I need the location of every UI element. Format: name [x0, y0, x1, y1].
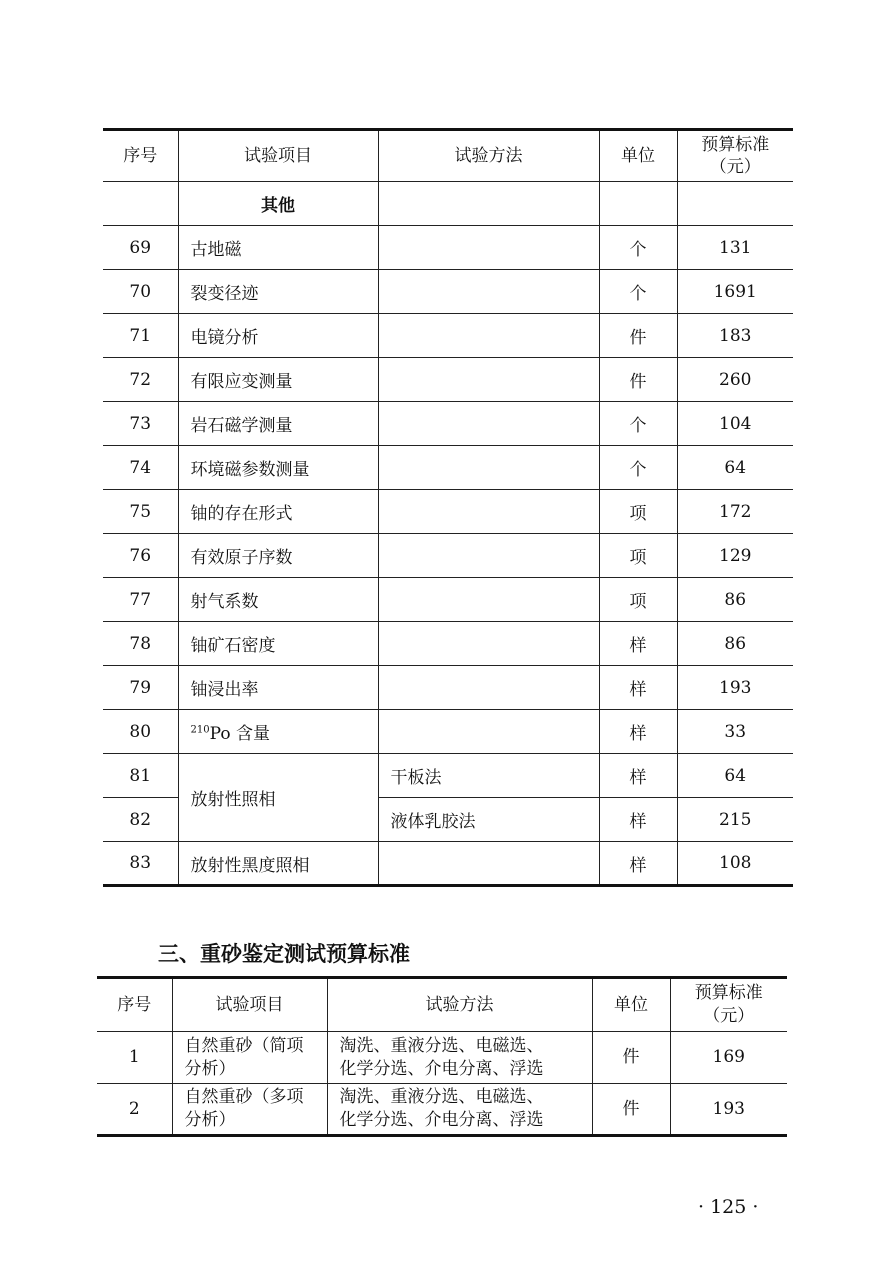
table-row — [97, 1032, 787, 1084]
row-num: 74 — [103, 446, 178, 490]
category-label: 其他 — [178, 182, 378, 226]
header-method: 试验方法 — [327, 978, 592, 1032]
row-item-merged: 放射性照相 — [178, 754, 378, 842]
row-price: 169 — [670, 1032, 787, 1084]
header-price-line1: 预算标准 — [701, 135, 770, 155]
header-unit: 单位 — [599, 130, 677, 182]
row-num: 75 — [103, 490, 178, 534]
row-method — [327, 1084, 592, 1136]
row-num: 77 — [103, 578, 178, 622]
row-method — [378, 490, 599, 534]
row-item: 铀矿石密度 — [178, 622, 378, 666]
row-num: 70 — [103, 270, 178, 314]
table-row — [103, 666, 793, 710]
row-method: 干板法 — [378, 754, 599, 798]
row-unit: 个 — [599, 446, 677, 490]
row-method: 液体乳胶法 — [378, 798, 599, 842]
row-unit: 样 — [599, 666, 677, 710]
row-method — [378, 226, 599, 270]
test-budget-table — [103, 128, 793, 887]
row-item: 放射性黑度照相 — [178, 842, 378, 886]
row-price: 131 — [677, 226, 793, 270]
table-row — [103, 534, 793, 578]
row-price: 183 — [677, 314, 793, 358]
header-price-line2: （元） — [709, 157, 761, 177]
row-unit: 个 — [599, 226, 677, 270]
row-method — [378, 578, 599, 622]
heavy-mineral-budget-table — [97, 976, 787, 1137]
header-item: 试验项目 — [178, 130, 378, 182]
row-unit: 样 — [599, 622, 677, 666]
header-price-line1: 预算标准 — [694, 983, 763, 1003]
row-method — [378, 358, 599, 402]
row-num: 78 — [103, 622, 178, 666]
row-price: 86 — [677, 578, 793, 622]
row-item: 铀的存在形式 — [178, 490, 378, 534]
row-num: 83 — [103, 842, 178, 886]
row-item: 有限应变测量 — [178, 358, 378, 402]
table-row — [103, 314, 793, 358]
section-title: 三、重砂鉴定测试预算标准 — [158, 942, 410, 966]
row-price: 64 — [677, 446, 793, 490]
row-num: 2 — [97, 1084, 172, 1136]
header-num: 序号 — [103, 130, 178, 182]
table-row — [103, 358, 793, 402]
row-price: 193 — [677, 666, 793, 710]
row-num: 73 — [103, 402, 178, 446]
row-method — [327, 1032, 592, 1084]
row-item: 有效原子序数 — [178, 534, 378, 578]
row-unit: 样 — [599, 798, 677, 842]
row-price: 108 — [677, 842, 793, 886]
header-num: 序号 — [97, 978, 172, 1032]
table-header-row — [97, 978, 787, 1032]
row-item: 电镜分析 — [178, 314, 378, 358]
row-item-line1: 自然重砂（多项 — [184, 1087, 304, 1107]
table-row — [103, 578, 793, 622]
row-method — [378, 842, 599, 886]
row-price: 64 — [677, 754, 793, 798]
row-method-line2: 化学分选、介电分离、浮选 — [339, 1058, 544, 1079]
table-row — [103, 446, 793, 490]
table-header-row — [103, 130, 793, 182]
header-method: 试验方法 — [378, 130, 599, 182]
row-unit: 件 — [599, 358, 677, 402]
row-unit: 件 — [599, 314, 677, 358]
row-item — [172, 1032, 327, 1084]
row-price: 172 — [677, 490, 793, 534]
row-item: 古地磁 — [178, 226, 378, 270]
row-num: 82 — [103, 798, 178, 842]
row-unit: 项 — [599, 578, 677, 622]
row-method-line2: 化学分选、介电分离、浮选 — [339, 1110, 544, 1130]
header-price — [677, 130, 793, 182]
row-item — [172, 1084, 327, 1136]
row-num: 72 — [103, 358, 178, 402]
table-row — [97, 1084, 787, 1136]
table-row — [103, 226, 793, 270]
row-item — [178, 710, 378, 754]
row-num: 80 — [103, 710, 178, 754]
table-row — [103, 270, 793, 314]
row-price: 215 — [677, 798, 793, 842]
row-item-line2: 分析） — [184, 1110, 236, 1130]
table-row — [103, 754, 793, 798]
row-unit: 样 — [599, 754, 677, 798]
isotope-superscript: 210 — [190, 724, 210, 736]
row-unit: 件 — [592, 1032, 670, 1084]
row-num: 79 — [103, 666, 178, 710]
row-num: 81 — [103, 754, 178, 798]
page-number: · 125 · — [698, 1196, 759, 1218]
row-price: 104 — [677, 402, 793, 446]
row-unit: 个 — [599, 402, 677, 446]
row-item: 裂变径迹 — [178, 270, 378, 314]
row-method-line1: 淘洗、重液分选、电磁选、 — [339, 1035, 544, 1056]
table-row — [103, 402, 793, 446]
row-num: 71 — [103, 314, 178, 358]
table-row — [103, 842, 793, 886]
row-num: 1 — [97, 1032, 172, 1084]
row-num: 69 — [103, 226, 178, 270]
row-method — [378, 622, 599, 666]
row-method-line1: 淘洗、重液分选、电磁选、 — [339, 1087, 544, 1107]
header-price-line2: （元） — [703, 1006, 755, 1026]
row-method — [378, 534, 599, 578]
row-item-line2: 分析） — [184, 1058, 236, 1079]
row-method — [378, 446, 599, 490]
header-price — [670, 978, 787, 1032]
row-unit: 样 — [599, 710, 677, 754]
row-num: 76 — [103, 534, 178, 578]
row-unit: 件 — [592, 1084, 670, 1136]
row-method — [378, 402, 599, 446]
table-row — [103, 622, 793, 666]
category-row — [103, 182, 793, 226]
row-method — [378, 314, 599, 358]
row-price: 260 — [677, 358, 793, 402]
row-method — [378, 666, 599, 710]
header-item: 试验项目 — [172, 978, 327, 1032]
row-unit: 个 — [599, 270, 677, 314]
row-price: 193 — [670, 1084, 787, 1136]
row-unit: 样 — [599, 842, 677, 886]
row-price: 1691 — [677, 270, 793, 314]
row-item-line1: 自然重砂（简项 — [184, 1035, 304, 1056]
table-row — [103, 490, 793, 534]
row-unit: 项 — [599, 534, 677, 578]
table-row — [103, 710, 793, 754]
row-item: 射气系数 — [178, 578, 378, 622]
row-price: 33 — [677, 710, 793, 754]
row-method — [378, 270, 599, 314]
row-item: 铀浸出率 — [178, 666, 378, 710]
row-item: 岩石磁学测量 — [178, 402, 378, 446]
row-price: 86 — [677, 622, 793, 666]
row-price: 129 — [677, 534, 793, 578]
row-item-text: Po 含量 — [209, 724, 270, 744]
header-unit: 单位 — [592, 978, 670, 1032]
row-unit: 项 — [599, 490, 677, 534]
row-item: 环境磁参数测量 — [178, 446, 378, 490]
